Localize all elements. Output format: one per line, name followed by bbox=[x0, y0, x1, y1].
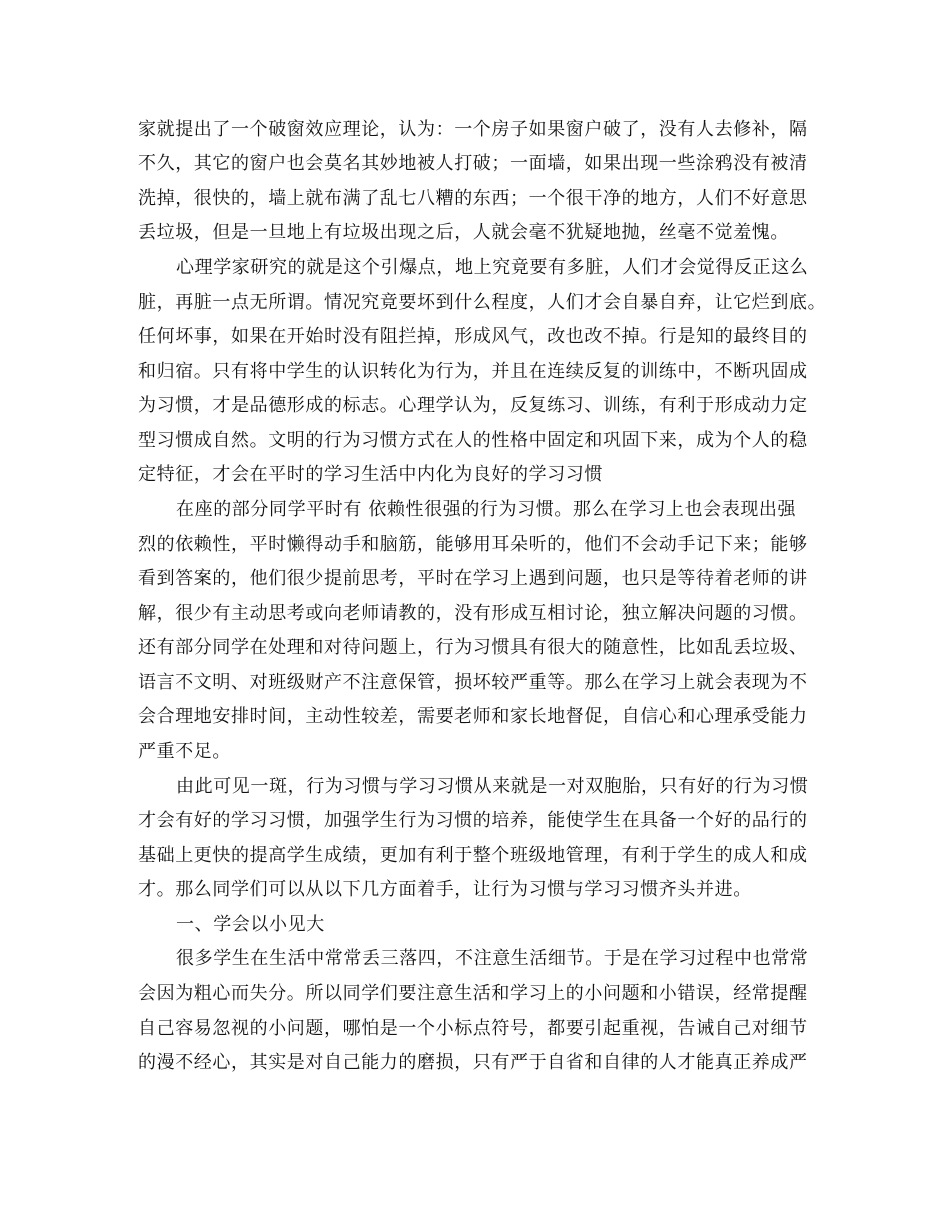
text-line: 严重不足。 bbox=[138, 741, 231, 762]
paragraph-first-line: 在座的部分同学平时有 依赖性很强的行为习惯。那么在学习上也会表现出强 bbox=[176, 499, 797, 520]
text-line: 自己容易忽视的小问题，哪怕是一个小标点符号，都要引起重视，告诫自己对细节 bbox=[138, 1018, 808, 1039]
text-line: 会合理地安排时间，主动性较差，需要老师和家长地督促，自信心和心理承受能力 bbox=[138, 706, 808, 727]
text-line: 任何坏事，如果在开始时没有阻拦掉，形成风气，改也改不掉。行是知的最终目的 bbox=[138, 326, 808, 347]
text-line: 不久，其它的窗户也会莫名其妙地被人打破；一面墙，如果出现一些涂鸦没有被清 bbox=[138, 153, 808, 174]
text-line: 定特征，才会在平时的学习生活中内化为良好的学习习惯 bbox=[138, 464, 603, 485]
paragraph-first-line: 心理学家研究的就是这个引爆点，地上究竟要有多脏，人们才会觉得反正这么 bbox=[176, 257, 809, 278]
paragraph-first-line: 很多学生在生活中常常丢三落四，不注意生活细节。于是在学习过程中也常常 bbox=[176, 948, 809, 969]
text-line: 解，很少有主动思考或向老师请教的，没有形成互相讨论，独立解决问题的习惯。 bbox=[138, 603, 808, 624]
text-line: 才会有好的学习习惯，加强学生行为习惯的培养，能使学生在具备一个好的品行的 bbox=[138, 810, 808, 831]
text-line: 和归宿。只有将中学生的认识转化为行为，并且在连续反复的训练中，不断巩固成 bbox=[138, 361, 808, 382]
section-heading: 一、学会以小见大 bbox=[176, 914, 325, 935]
text-line: 还有部分同学在处理和对待问题上，行为习惯具有很大的随意性，比如乱丢垃圾、 bbox=[138, 637, 808, 658]
paragraph-first-line: 由此可见一斑，行为习惯与学习习惯从来就是一对双胞胎，只有好的行为习惯 bbox=[176, 776, 809, 797]
text-line: 家就提出了一个破窗效应理论，认为：一个房子如果窗户破了，没有人去修补，隔 bbox=[138, 119, 808, 140]
text-line: 烈的依赖性，平时懒得动手和脑筋，能够用耳朵听的，他们不会动手记下来；能够 bbox=[138, 534, 808, 555]
text-line: 为习惯，才是品德形成的标志。心理学认为，反复练习、训练，有利于形成动力定 bbox=[138, 395, 808, 416]
text-line: 会因为粗心而失分。所以同学们要注意生活和学习上的小问题和小错误，经常提醒 bbox=[138, 983, 808, 1004]
text-line: 才。那么同学们可以从以下几方面着手，让行为习惯与学习习惯齐头并进。 bbox=[138, 879, 752, 900]
text-line: 洗掉，很快的，墙上就布满了乱七八糟的东西；一个很干净的地方，人们不好意思 bbox=[138, 188, 808, 209]
text-line: 语言不文明、对班级财产不注意保管，损坏较严重等。那么在学习上就会表现为不 bbox=[138, 672, 808, 693]
text-line: 丢垃圾，但是一旦地上有垃圾出现之后，人就会毫不犹疑地抛，丝毫不觉羞愧。 bbox=[138, 222, 789, 243]
text-line: 看到答案的，他们很少提前思考，平时在学习上遇到问题，也只是等待着老师的讲 bbox=[138, 568, 808, 589]
text-line: 脏，再脏一点无所谓。情况究竟要坏到什么程度，人们才会自暴自弃，让它烂到底。 bbox=[138, 292, 827, 313]
text-line: 的漫不经心，其实是对自己能力的磨损，只有严于自省和自律的人才能真正养成严 bbox=[138, 1052, 808, 1073]
text-line: 基础上更快的提高学生成绩，更加有利于整个班级地管理，有利于学生的成人和成 bbox=[138, 845, 808, 866]
text-line: 型习惯成自然。文明的行为习惯方式在人的性格中固定和巩固下来，成为个人的稳 bbox=[138, 430, 808, 451]
